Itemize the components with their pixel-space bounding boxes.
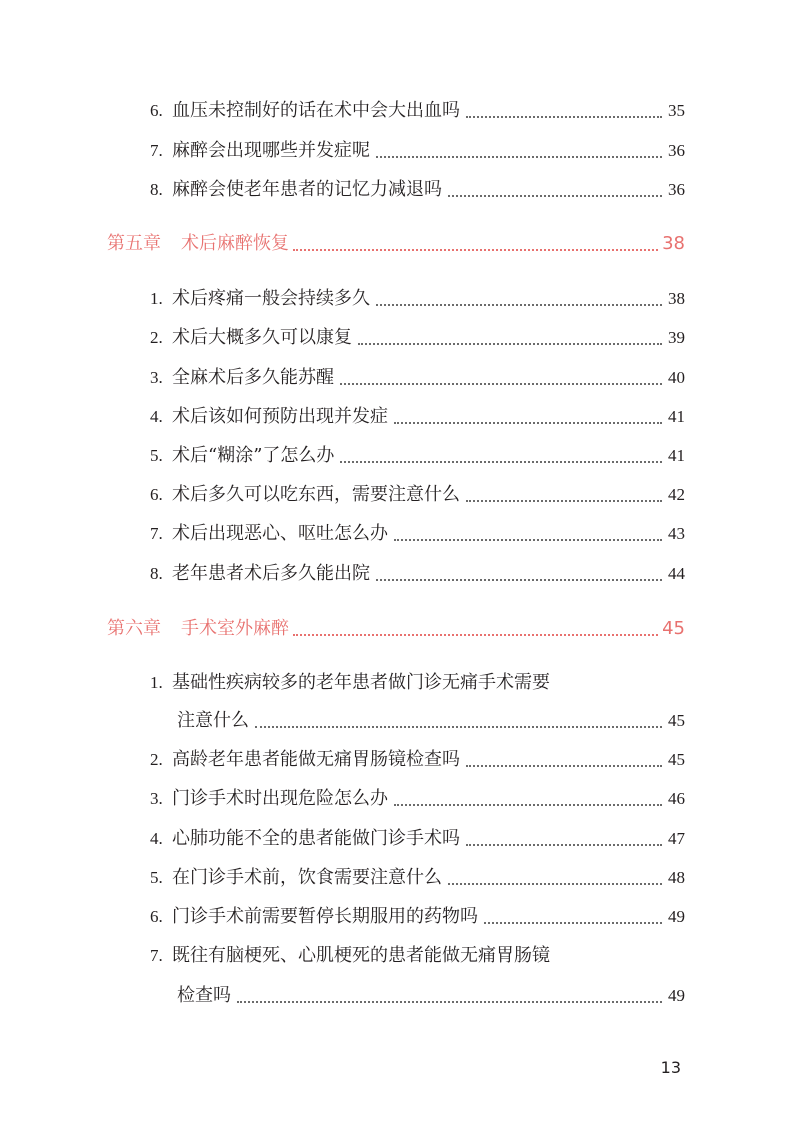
dot-leader <box>293 634 658 636</box>
entry-page: 44 <box>668 564 685 583</box>
entry-number: 6. <box>150 907 163 926</box>
entry-title: 门诊手术前需要暂停长期服用的药物吗 <box>172 906 478 927</box>
dot-leader <box>394 539 662 541</box>
dot-leader <box>448 883 662 885</box>
entry-page: 42 <box>668 485 685 504</box>
chapter-title: 术后麻醉恢复 <box>181 233 289 254</box>
toc-entry[interactable] <box>150 175 685 205</box>
toc-entry[interactable] <box>150 441 685 471</box>
toc-entry[interactable] <box>150 745 685 775</box>
entry-number: 5. <box>150 446 163 465</box>
entry-number: 7. <box>150 946 163 965</box>
entry-title: 全麻术后多久能苏醒 <box>172 367 334 388</box>
entry-number: 4. <box>150 407 163 426</box>
toc-entry[interactable] <box>150 136 685 166</box>
entry-title: 麻醉会使老年患者的记忆力减退吗 <box>172 179 442 200</box>
entry-title: 术后多久可以吃东西，需要注意什么 <box>172 484 460 505</box>
entry-number: 5. <box>150 868 163 887</box>
entry-number: 8. <box>150 564 163 583</box>
dot-leader <box>394 804 662 806</box>
entry-number: 1. <box>150 673 163 692</box>
entry-number: 7. <box>150 524 163 543</box>
dot-leader <box>293 249 658 251</box>
toc-entry[interactable] <box>177 981 685 1011</box>
chapter-label: 第五章 <box>107 233 161 254</box>
entry-number: 3. <box>150 368 163 387</box>
chapter-title: 手术室外麻醉 <box>181 618 289 639</box>
entry-title: 麻醉会出现哪些并发症呢 <box>172 140 370 161</box>
entry-number: 6. <box>150 485 163 504</box>
entry-title: 术后疼痛一般会持续多久 <box>172 288 370 309</box>
page-number: 13 <box>660 1058 681 1077</box>
entry-number: 4. <box>150 829 163 848</box>
entry-title: 老年患者术后多久能出院 <box>172 563 370 584</box>
entry-page: 45 <box>668 711 685 730</box>
dot-leader <box>340 383 662 385</box>
entry-number: 6. <box>150 101 163 120</box>
dot-leader <box>376 579 662 581</box>
dot-leader <box>466 844 662 846</box>
toc-entry[interactable] <box>150 402 685 432</box>
entry-number: 1. <box>150 289 163 308</box>
dot-leader <box>255 726 662 728</box>
dot-leader <box>466 500 662 502</box>
entry-title: 血压未控制好的话在术中会大出血吗 <box>172 100 460 121</box>
toc-entry[interactable] <box>177 706 685 736</box>
entry-page: 45 <box>668 750 685 769</box>
entry-title: 心肺功能不全的患者能做门诊手术吗 <box>172 828 460 849</box>
entry-title: 注意什么 <box>177 710 249 731</box>
toc-entry[interactable] <box>150 784 685 814</box>
dot-leader <box>376 304 662 306</box>
entry-page: 49 <box>668 986 685 1005</box>
chapter-page: 38 <box>662 233 685 254</box>
toc-entry[interactable] <box>150 519 685 549</box>
toc-entry-line1[interactable] <box>150 941 550 971</box>
dot-leader <box>394 422 662 424</box>
entry-title: 术后该如何预防出现并发症 <box>172 406 388 427</box>
chapter-page: 45 <box>662 618 685 639</box>
entry-title-line1: 既往有脑梗死、心肌梗死的患者能做无痛胃肠镜 <box>172 945 550 966</box>
entry-page: 48 <box>668 868 685 887</box>
entry-title: 术后大概多久可以康复 <box>172 327 352 348</box>
dot-leader <box>448 195 662 197</box>
entry-title: 检查吗 <box>177 985 231 1006</box>
dot-leader <box>466 765 662 767</box>
entry-page: 38 <box>668 289 685 308</box>
chapter-heading-6[interactable] <box>107 614 685 644</box>
entry-title: 高龄老年患者能做无痛胃肠镜检查吗 <box>172 749 460 770</box>
toc-entry-line1[interactable] <box>150 668 550 698</box>
toc-entry[interactable] <box>150 824 685 854</box>
entry-title: 术后“糊涂”了怎么办 <box>172 445 335 466</box>
entry-page: 41 <box>668 407 685 426</box>
toc-entry[interactable] <box>150 323 685 353</box>
toc-entry[interactable] <box>150 363 685 393</box>
entry-page: 39 <box>668 328 685 347</box>
entry-title: 在门诊手术前，饮食需要注意什么 <box>172 867 442 888</box>
entry-page: 36 <box>668 180 685 199</box>
entry-page: 35 <box>668 101 685 120</box>
dot-leader <box>376 156 662 158</box>
entry-page: 40 <box>668 368 685 387</box>
entry-number: 2. <box>150 750 163 769</box>
entry-page: 46 <box>668 789 685 808</box>
dot-leader <box>340 461 662 463</box>
entry-title-line1: 基础性疾病较多的老年患者做门诊无痛手术需要 <box>172 672 550 693</box>
entry-number: 7. <box>150 141 163 160</box>
entry-title: 术后出现恶心、呕吐怎么办 <box>172 523 388 544</box>
toc-entry[interactable] <box>150 863 685 893</box>
toc-entry[interactable] <box>150 96 685 126</box>
entry-number: 3. <box>150 789 163 808</box>
dot-leader <box>466 116 662 118</box>
entry-number: 2. <box>150 328 163 347</box>
entry-title: 门诊手术时出现危险怎么办 <box>172 788 388 809</box>
dot-leader <box>237 1001 662 1003</box>
toc-entry[interactable] <box>150 902 685 932</box>
dot-leader <box>484 922 662 924</box>
toc-entry[interactable] <box>150 559 685 589</box>
toc-entry[interactable] <box>150 480 685 510</box>
dot-leader <box>358 343 662 345</box>
entry-page: 47 <box>668 829 685 848</box>
entry-page: 36 <box>668 141 685 160</box>
entry-number: 8. <box>150 180 163 199</box>
entry-page: 43 <box>668 524 685 543</box>
toc-entry[interactable] <box>150 284 685 314</box>
chapter-heading-5[interactable] <box>107 229 685 259</box>
entry-page: 49 <box>668 907 685 926</box>
entry-page: 41 <box>668 446 685 465</box>
chapter-label: 第六章 <box>107 618 161 639</box>
